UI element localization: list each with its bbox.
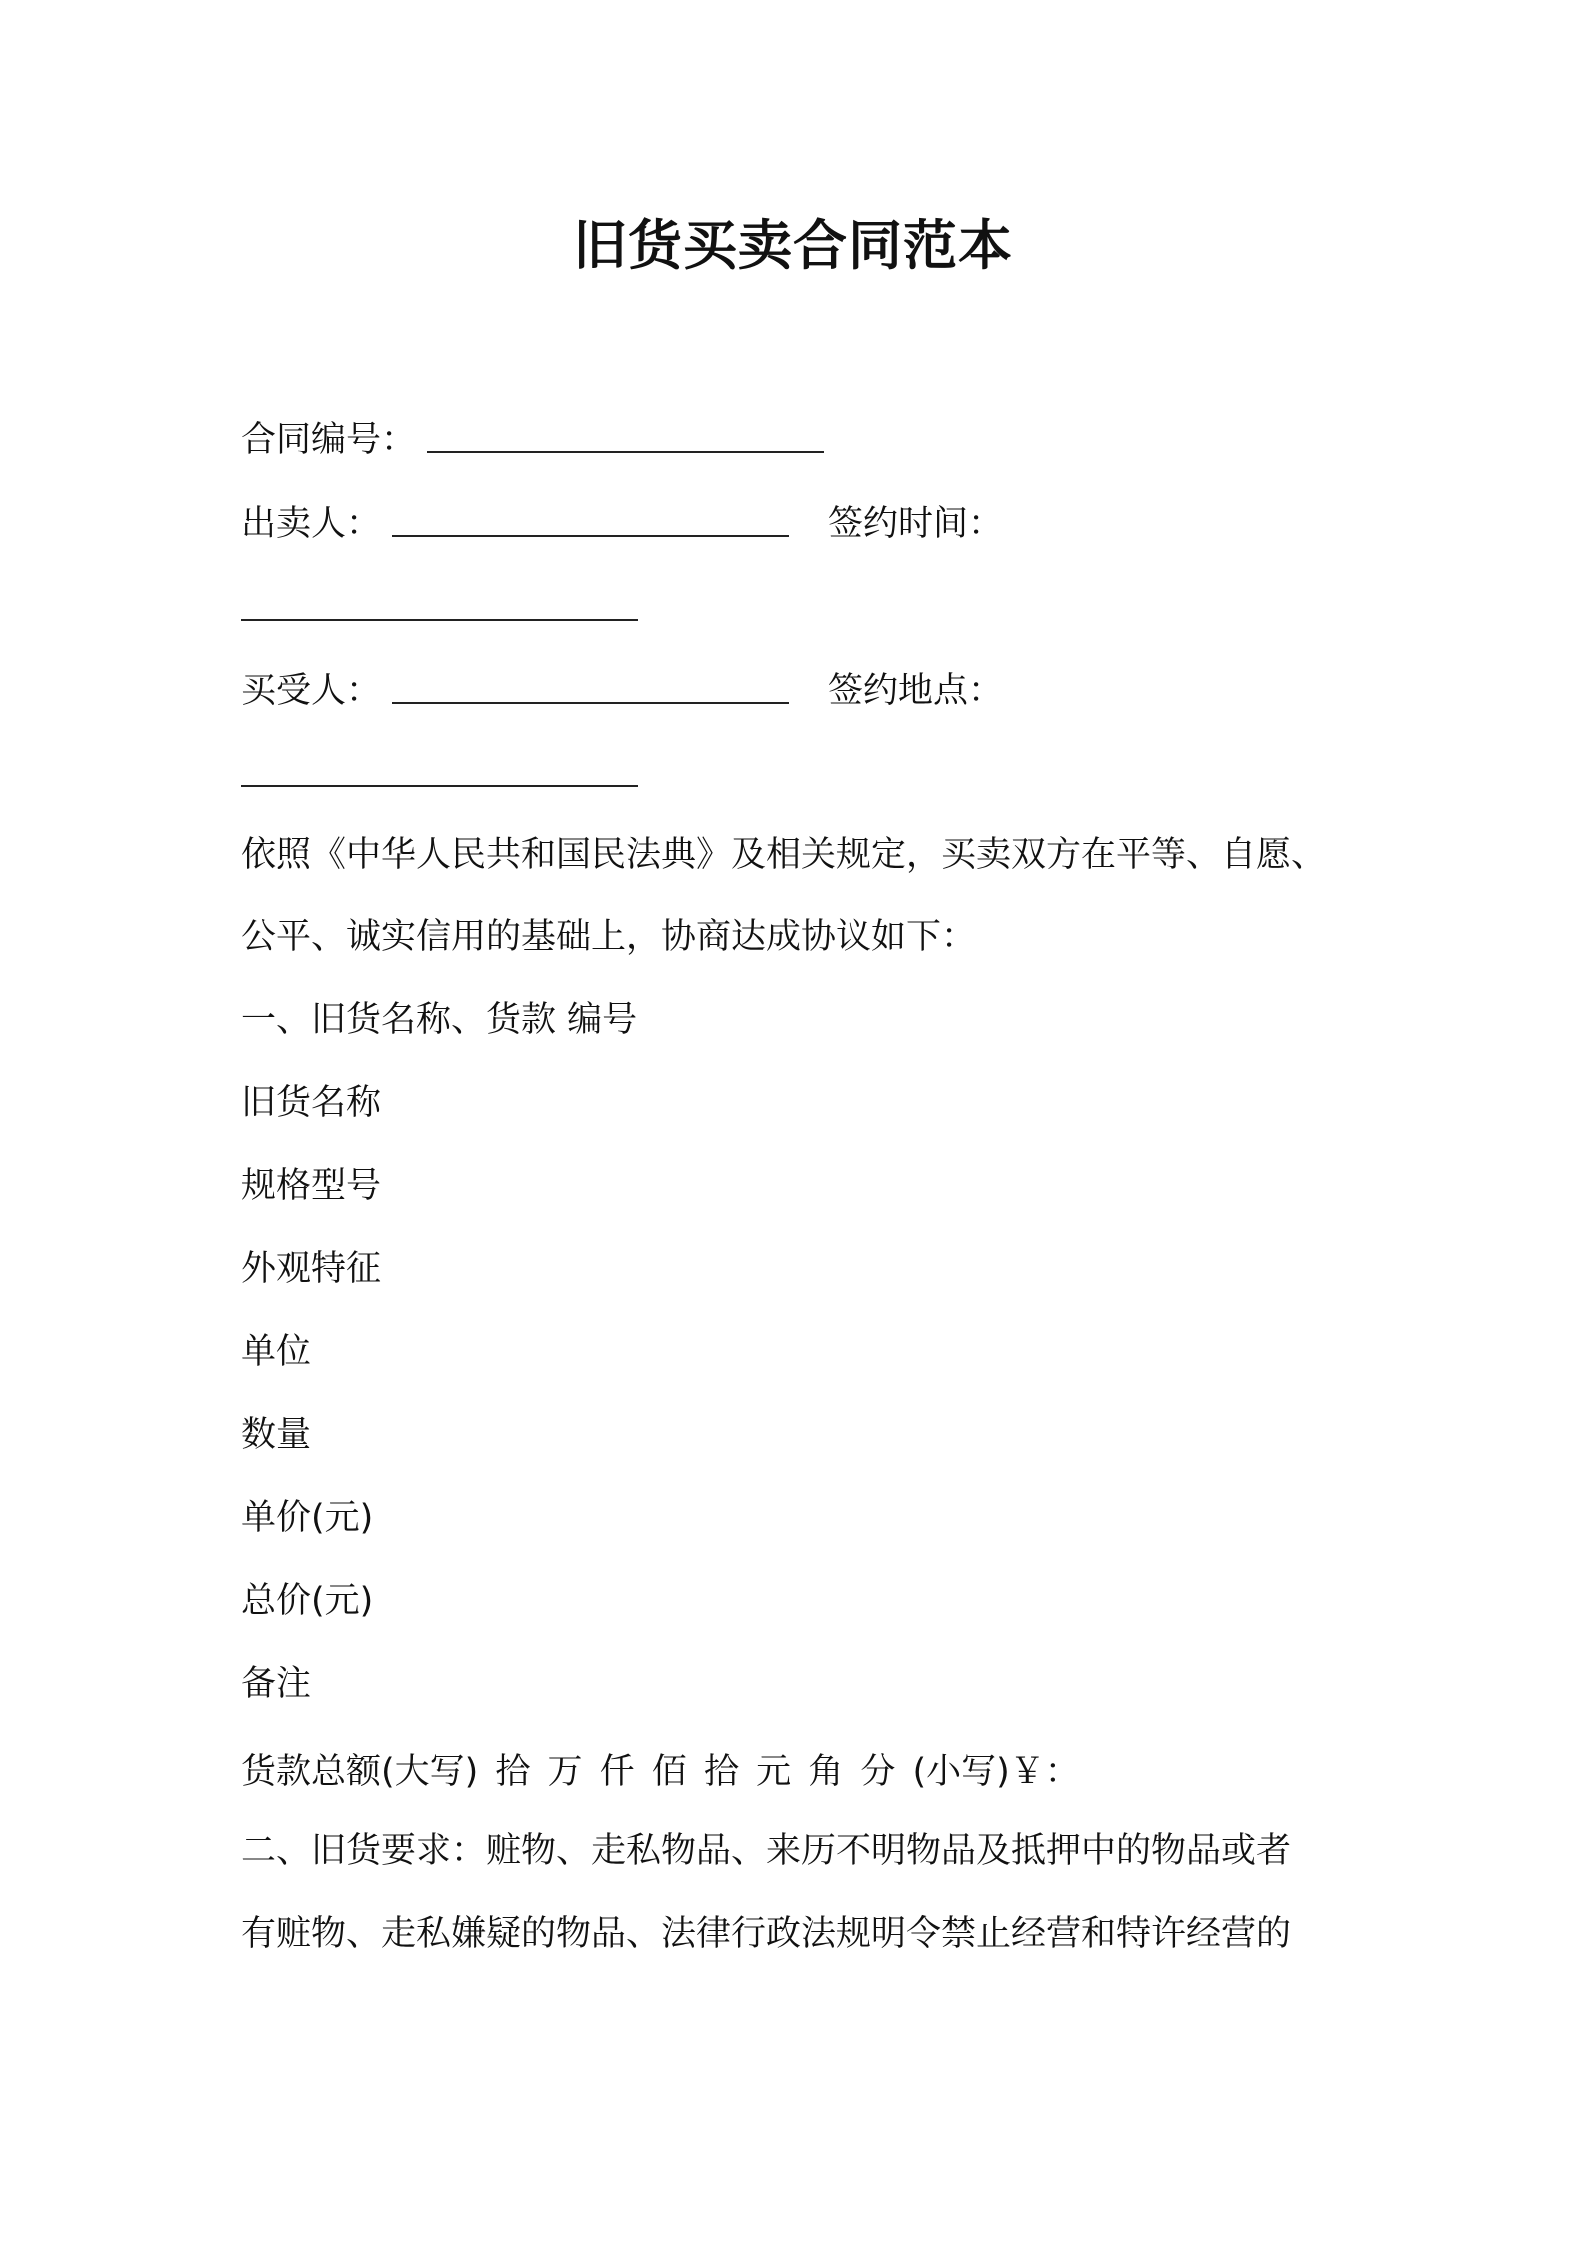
buyer-row xyxy=(241,666,789,716)
item-total-price: 总价(元) xyxy=(241,1581,374,1621)
seller-label: 出卖人： xyxy=(241,504,382,544)
section2-line-2: 有赃物、走私嫌疑的物品、法律行政法规明令禁止经营和特许经营的 xyxy=(241,1914,1292,1954)
contract-number-blank xyxy=(427,421,824,453)
item-spec-model: 规格型号 xyxy=(241,1166,382,1206)
sign-time-blank xyxy=(241,589,638,621)
intro-line-2: 公平、诚实信用的基础上，协商达成协议如下： xyxy=(241,917,977,957)
intro-line-1: 依照《中华人民共和国民法典》及相关规定，买卖双方在平等、自愿、 xyxy=(241,835,1327,875)
document-title: 旧货买卖合同范本 xyxy=(573,214,1013,277)
section2-line-1: 二、旧货要求：赃物、走私物品、来历不明物品及抵押中的物品或者 xyxy=(241,1831,1292,1871)
sign-time-blank-row xyxy=(241,583,638,633)
buyer-label: 买受人： xyxy=(241,671,382,711)
sign-place-label: 签约地点： xyxy=(828,671,1004,711)
item-unit: 单位 xyxy=(241,1332,312,1372)
item-quantity: 数量 xyxy=(241,1415,312,1455)
item-unit-price: 单价(元) xyxy=(241,1498,374,1538)
item-remarks: 备注 xyxy=(241,1664,312,1704)
contract-number-row xyxy=(241,415,824,465)
sign-place-blank xyxy=(241,755,638,787)
payment-total-line: 货款总额(大写) 拾 万 仟 佰 拾 元 角 分 (小写)￥： xyxy=(241,1752,1080,1792)
seller-row xyxy=(241,499,789,549)
section1-heading: 一、旧货名称、货款 编号 xyxy=(241,1000,638,1040)
item-appearance: 外观特征 xyxy=(241,1249,382,1289)
sign-time-label: 签约时间： xyxy=(828,504,1004,544)
item-goods-name: 旧货名称 xyxy=(241,1083,382,1123)
sign-place-blank-row xyxy=(241,749,638,799)
buyer-blank xyxy=(392,672,789,704)
seller-blank xyxy=(392,505,789,537)
contract-number-label: 合同编号： xyxy=(241,420,417,460)
